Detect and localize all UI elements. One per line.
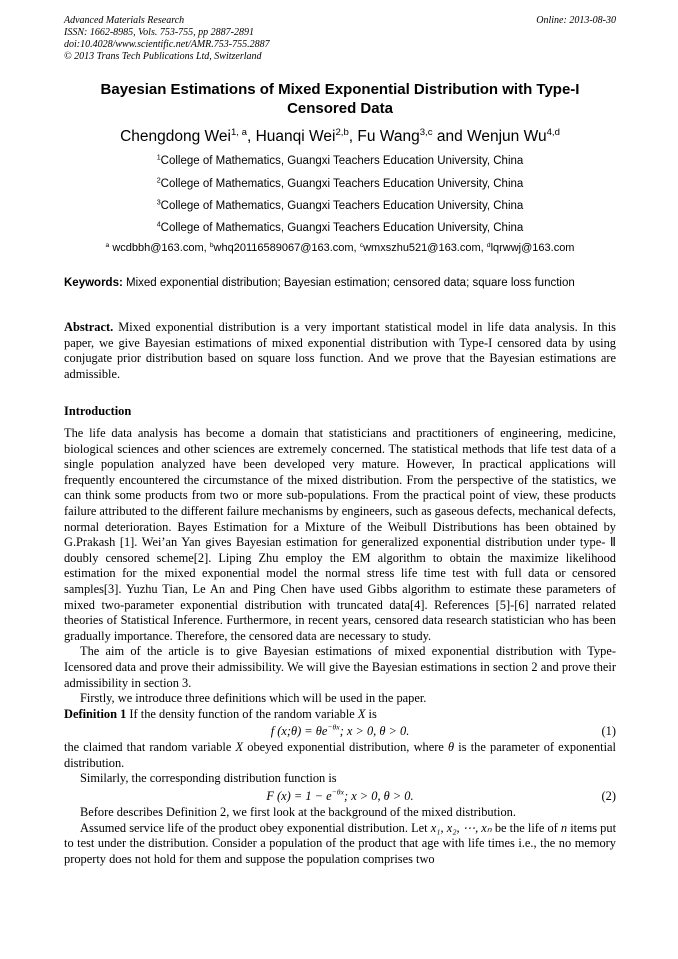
equation-lhs: f (x;θ) = θe bbox=[270, 724, 328, 739]
author-separator: and bbox=[432, 128, 468, 145]
equation-number: (1) bbox=[601, 724, 616, 739]
paragraph: Before describes Definition 2, we first look at the background of the mixed distribution. bbox=[80, 805, 516, 820]
affiliation-text: College of Mathematics, Guangxi Teachers Education University, China bbox=[160, 200, 524, 212]
affiliation-mark: 3 bbox=[156, 198, 161, 207]
affiliation-text: College of Mathematics, Guangxi Teachers Education University, China bbox=[160, 155, 524, 167]
definition-1 bbox=[64, 707, 616, 723]
journal-issn: ISSN: 1662-8985, Vols. 753-755, pp 2887-2891 bbox=[64, 27, 254, 38]
keywords-text: Mixed exponential distribution; Bayesian estimation; censored data; square loss function bbox=[122, 277, 575, 289]
math-variable: n bbox=[560, 820, 568, 835]
title-line-2: Censored Data bbox=[287, 100, 393, 117]
email-address[interactable]: whq20116589067@163.com, bbox=[213, 242, 360, 254]
definition-label: Definition 1 bbox=[64, 706, 127, 721]
abstract-label: Abstract. bbox=[64, 320, 114, 334]
abstract-text: Mixed exponential distribution is a very important statistical model in life data analysis. In this paper, we give Bayesian estimations of mixed exponential distribution with Type-I censored data by using conjugate prior distribution based on square loss function. And we prove that the Bayesian estimations are admissible. bbox=[64, 320, 616, 381]
text-run: be the life of bbox=[491, 820, 561, 835]
affiliation bbox=[64, 199, 616, 214]
journal-doi: doi:10.4028/www.scientific.net/AMR.753-755.2887 bbox=[64, 39, 270, 50]
email-mark: d bbox=[486, 241, 491, 249]
affiliation-text: College of Mathematics, Guangxi Teachers Education University, China bbox=[160, 222, 524, 234]
equation-lhs: F (x) = 1 − e bbox=[266, 789, 332, 804]
text-run: obeyed exponential distribution, where bbox=[243, 740, 449, 755]
affiliation-mark: 2 bbox=[156, 176, 161, 185]
equation-2 bbox=[64, 787, 616, 805]
equation-exponent: −θx bbox=[327, 722, 340, 732]
email-list bbox=[64, 241, 616, 256]
journal-copyright: © 2013 Trans Tech Publications Ltd, Switzerland bbox=[64, 51, 262, 62]
text-run: is the parameter of exponential distribution. bbox=[64, 740, 616, 770]
abstract bbox=[64, 320, 616, 382]
equation-rhs: ; x > 0, θ > 0. bbox=[343, 789, 414, 804]
paragraph bbox=[64, 821, 616, 868]
author-list bbox=[64, 127, 616, 147]
equation-expression bbox=[64, 722, 616, 740]
affiliation bbox=[64, 221, 616, 236]
author-name: Fu Wang bbox=[357, 128, 420, 145]
online-date: Online: 2013-08-30 bbox=[536, 15, 616, 26]
email-address[interactable]: lqrwwj@163.com bbox=[490, 242, 575, 254]
author-affiliation-mark: 4,d bbox=[546, 127, 560, 139]
equation-number: (2) bbox=[601, 789, 616, 804]
equation-rhs: ; x > 0, θ > 0. bbox=[339, 724, 410, 739]
author-separator: , bbox=[246, 128, 256, 145]
author-separator: , bbox=[348, 128, 358, 145]
email-mark: b bbox=[209, 241, 214, 249]
email-mark: c bbox=[359, 241, 364, 249]
paragraph bbox=[64, 740, 616, 771]
affiliation bbox=[64, 154, 616, 169]
equation-exponent: −θx bbox=[331, 787, 344, 797]
math-variable: X bbox=[235, 740, 244, 755]
text-run: the claimed that random variable bbox=[64, 740, 236, 755]
email-mark: a bbox=[105, 241, 110, 249]
keywords-label: Keywords: bbox=[64, 277, 123, 289]
paragraph: The life data analysis has become a domain that statisticians and practitioners of engineering, medicine, biological sciences and other sciences are extremely concerned. The statistical methods that life test data of a single population analyzed have been developed very mature. However, In practical applications will frequently encountered the circumstance of the mixed distribution. From the perspective of the statistics, we can think some products from two or more sub-populations. From the practical point of view, these products failure attributed to the different failure mechanisms by engineers, such as gaseous defects, mechanical defects, normal deterioration. Bayes Estimation for a Mixture of the Weibull Distributions has been obtained by G.Prakash [1]. Wei’an Yan gives Bayesian estimation for generalized exponential distribution under type- Ⅱ doubly censored scheme[2]. Liping Zhu employ the EM algorithm to obtain the maximize likelihood estimation for the mixed exponential model the normal stress life time test with full data or censored samples[3]. Yuzhu Tian, Le An and Ping Chen have used Gibbs algorithm to estimate these parameters of mixed two-parameter exponential distribution with truncated data[4]. References [5]-[6] narrated related theories of Statistical Inference. Furthermore, in recent years, censored data research statistician who has been gradually importance. Therefore, the censored data are necessary to study. bbox=[64, 426, 616, 643]
paragraph: The aim of the article is to give Bayesian estimations of mixed exponential distribution with Type-Icensored data and prove their admissibility. We will give the Bayesian estimations in section 2 and prove their admissibility in section 3. bbox=[64, 644, 616, 690]
definition-text: is bbox=[365, 706, 377, 721]
section-heading-introduction: Introduction bbox=[64, 404, 132, 418]
email-address[interactable]: wcdbbh@163.com, bbox=[109, 242, 210, 254]
keywords bbox=[64, 276, 616, 290]
math-variable: X bbox=[357, 706, 366, 721]
introduction-body bbox=[64, 426, 616, 867]
affiliation-mark: 4 bbox=[156, 220, 161, 229]
paper-title bbox=[64, 80, 616, 118]
equation-expression bbox=[64, 787, 616, 805]
text-run: items put to test under the distribution. Consider a population of the product that age with life times i.e., the no memory property does not hold for them and suppose the population comprises two bbox=[64, 820, 617, 866]
title-line-1: Bayesian Estimations of Mixed Exponential Distribution with Type-I bbox=[100, 81, 580, 98]
author-affiliation-mark: 2,b bbox=[335, 127, 349, 139]
affiliation-mark: 1 bbox=[156, 153, 161, 162]
email-address[interactable]: wmxszhu521@163.com, bbox=[363, 242, 487, 254]
author-affiliation-mark: 3,c bbox=[419, 127, 433, 139]
author-affiliation-mark: 1, a bbox=[230, 127, 247, 139]
math-variable: θ bbox=[448, 740, 455, 755]
paragraph: Firstly, we introduce three definitions which will be used in the paper. bbox=[80, 691, 427, 706]
text-run: Assumed service life of the product obey exponential distribution. Let bbox=[80, 820, 431, 835]
author-name: Huanqi Wei bbox=[255, 128, 336, 145]
journal-name: Advanced Materials Research bbox=[64, 15, 185, 26]
definition-text: If the density function of the random variable bbox=[126, 706, 358, 721]
author-name: Wenjun Wu bbox=[467, 128, 547, 145]
paragraph: Similarly, the corresponding distribution function is bbox=[80, 771, 337, 786]
affiliation-text: College of Mathematics, Guangxi Teachers Education University, China bbox=[160, 178, 524, 190]
author-name: Chengdong Wei bbox=[120, 128, 231, 145]
journal-header bbox=[64, 15, 616, 63]
affiliation bbox=[64, 177, 616, 192]
math-variable: x₁, x₂, ⋯, xₙ bbox=[430, 820, 492, 835]
equation-1 bbox=[64, 722, 616, 740]
